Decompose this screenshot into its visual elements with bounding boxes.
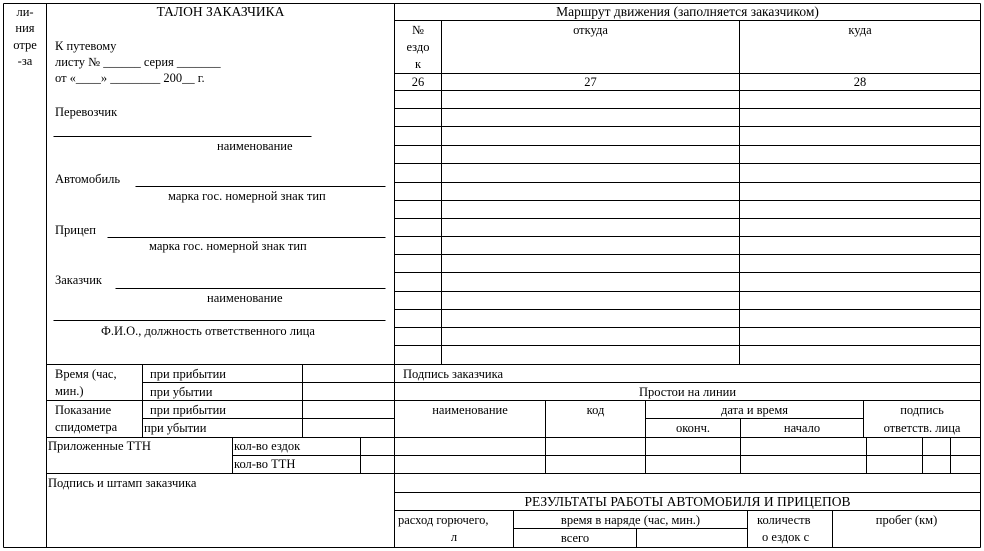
car-caption: марка гос. номерной знак тип xyxy=(168,189,326,203)
work-time-total: всего xyxy=(560,531,590,545)
time-label-1: Время (час, xyxy=(55,367,117,381)
waybill-line: К путевому xyxy=(55,39,117,53)
speedo-label-1: Показание xyxy=(55,403,112,417)
trailer-label: Прицеп xyxy=(55,223,96,237)
downtime-col-sign-2: ответств. лица xyxy=(883,421,961,435)
sheet-number-line: листу № ______ серия _______ xyxy=(55,55,221,69)
fuel-label-2: л xyxy=(450,530,458,544)
results-title: РЕЗУЛЬТАТЫ РАБОТЫ АВТОМОБИЛЯ И ПРИЦЕПОВ xyxy=(524,494,851,509)
time-arrival-label: при прибытии xyxy=(150,367,226,381)
downtime-col-sign-1: подпись xyxy=(900,403,944,417)
line-cut-label-1: ли- xyxy=(16,5,34,19)
mileage-label: пробег (км) xyxy=(875,513,938,527)
route-col-to: куда xyxy=(848,23,872,37)
trips-label-2: о ездок с xyxy=(762,530,810,544)
car-label: Автомобиль xyxy=(55,172,121,186)
trailer-caption: марка гос. номерной знак тип xyxy=(149,239,307,253)
trips-count-label: кол-во ездок xyxy=(234,439,301,453)
speedo-arrival-label: при прибытии xyxy=(150,403,226,417)
downtime-col-start: начало xyxy=(783,421,821,435)
signature-stamp-label: Подпись и штамп заказчика xyxy=(48,476,197,490)
route-num-27: 27 xyxy=(584,75,597,89)
line-cut-label-3: отре xyxy=(13,38,37,52)
speedo-departure-label: при убытии xyxy=(144,421,207,435)
line-cut-label-2: ния xyxy=(15,21,35,35)
downtime-col-code: код xyxy=(586,403,605,417)
trips-label-1: количеств xyxy=(757,513,811,527)
downtime-col-datetime: дата и время xyxy=(720,403,789,417)
route-col-no-1: № xyxy=(412,23,424,37)
time-label-2: мин.) xyxy=(55,384,84,398)
customer-label: Заказчик xyxy=(55,273,102,287)
time-departure-label: при убытии xyxy=(150,385,213,399)
downtime-col-name: наименование xyxy=(432,403,508,417)
route-col-no-2: ездо xyxy=(406,40,430,54)
route-title: Маршрут движения (заполняется заказчиком) xyxy=(556,4,819,19)
route-col-from: откуда xyxy=(573,23,608,37)
route-col-no-3: к xyxy=(414,57,422,71)
ttn-label: Приложенные ТТН xyxy=(48,439,151,453)
fuel-label-1: расход горючего, xyxy=(398,513,489,527)
carrier-name-caption: наименование xyxy=(217,139,293,153)
ttn-count-label: кол-во ТТН xyxy=(234,457,296,471)
date-line: от «____» ________ 200__ г. xyxy=(55,71,205,85)
route-num-26: 26 xyxy=(411,75,425,89)
stub-title: ТАЛОН ЗАКАЗЧИКА xyxy=(156,4,285,19)
speedo-label-2: спидометра xyxy=(55,420,118,434)
responsible-person-caption: Ф.И.О., должность ответственного лица xyxy=(101,324,315,338)
downtime-col-end: оконч. xyxy=(675,421,711,435)
downtime-title: Простои на линии xyxy=(638,385,737,399)
line-cut-label-4: -за xyxy=(17,54,33,68)
customer-signature-label: Подпись заказчика xyxy=(403,367,504,381)
route-num-28: 28 xyxy=(853,75,867,89)
work-time-label: время в наряде (час, мин.) xyxy=(560,513,701,527)
customer-name-caption: наименование xyxy=(207,291,283,305)
carrier-label: Перевозчик xyxy=(55,105,118,119)
